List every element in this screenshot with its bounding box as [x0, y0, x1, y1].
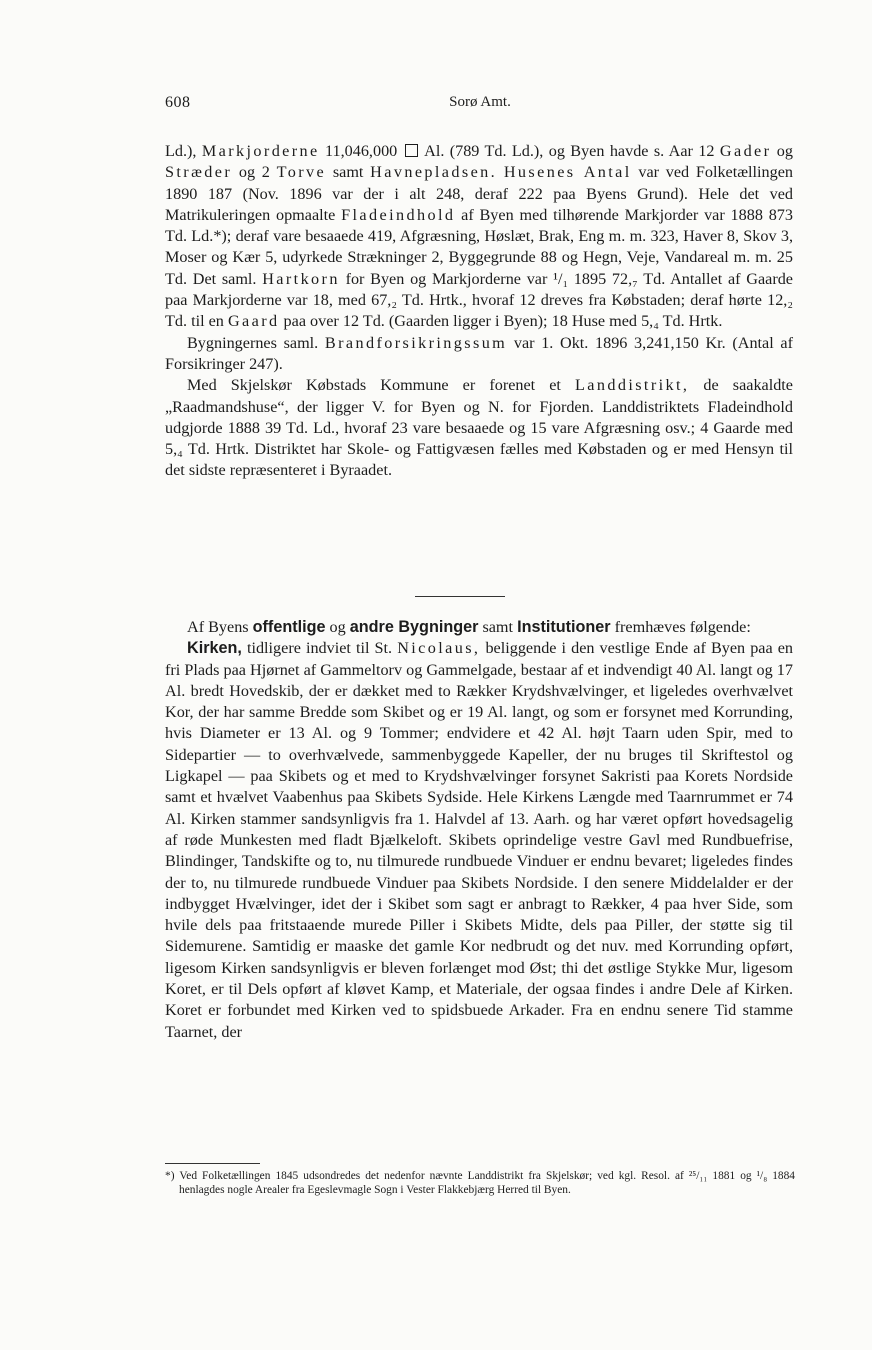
page-number: 608 — [165, 94, 191, 111]
footnote: *) Ved Folketællingen 1845 udsondredes det nedenfor nævnte Landdistrikt fra Skjelskør; ved kgl. Resol. af ²⁵/₁₁ 1881 og ¹/₈ 1884 henlagdes nogle Arealer fra Egeslevmagle Sogn i Vester Flakkebjærg Herred til Byen. — [165, 1170, 795, 1196]
square-measure-icon — [405, 144, 418, 157]
paragraph-intro: Af Byens offentlige og andre Bygninger samt Institutioner fremhæves følgende: — [187, 618, 751, 636]
footnote-divider — [165, 1163, 260, 1164]
paragraph-markjorder: Ld.), Markjorderne 11,046,000 Al. (789 Td. Ld.), og Byen havde s. Aar 12 Gader og Stræder og 2 Torve samt Havnepladsen. Husenes Antal var ved Folketællingen 1890 187 (Nov. 1896 var der i alt 248, deraf 222 paa Byens Grund). Hele det ved Matrikuleringen opmaalte Fladeindhold af Byen med tilhørende Markjorder var 1888 873 Td. Ld.*); deraf vare besaaede 419, Afgræsning, Høslæt, Brak, Eng m. m. 323, Haver 8, Skov 3, Moser og Kær 5, udyrkede Strækninger 2, Byggegrunde 88 og Hegn, Veje, Vandareal m. m. 25 Td. Det saml. Hartkorn for Byen og Markjorderne var ¹/₁ 1895 72,₇ Td. Antallet af Gaarde paa Markjorderne var 18, med 67,₂ Td. Hrtk., hvoraf 12 dreves fra Købstaden; deraf hørte 12,₂ Td. til en Gaard paa over 12 Td. (Gaarden ligger i Byen); 18 Huse med 5,₄ Td. Hrtk. — [165, 142, 793, 331]
paragraph-kirken: Kirken, tidligere indviet til St. Nicolaus, beliggende i den vestlige Ende af Byen paa en fri Plads paa Hjørnet af Gammeltorv og Gammelgade, bestaar af et indvendigt 40 Al. langt og 17 Al. bredt Hovedskib, der er dækket med to Rækker Krydshvælvinger, et ligeledes overhvælvet Kor, der har samme Bredde som Skibet og er 19 Al. langt, og som er forsynet med Korrunding, hvis Diameter er 13 Al. og 9 Tommer; endvidere et 42 Al. højt Taarn uden Spir, med to Sidepartier — to overhvælvede, sammenbyggede Kapeller, der nu bruges til Skriftestol og Ligkapel — paa Skibets og et med to Krydshvælvinger forsynet Sakristi paa Korets Nordside samt et hvælvet Vaabenhus paa Skibets Sydside. Hele Kirkens Længde med Taarnrummet er 74 Al. Kirken stammer sandsynligvis fra 1. Halvdel af 13. Aarh. og har været opført hovedsagelig af røde Munkesten med fladt Bjælkeloft. Skibets oprindelige vestre Gavl med Rundbuefrise, Blindinger, Tandskifte og to, nu tilmurede rundbuede Vinduer er endnu bevaret; ligeledes findes der to, nu tilmurede rundbuede Vinduer paa Skibets Nordside. I den senere Middelalder er der indbygget Hvælvinger, idet der i Skibet som sagt er anbragt to Rækker, 4 paa hver Side, som hvile dels paa fritstaaende murede Piller i Skibets Midte, dels paa Piller, der støtte sig til Sidemurene. Samtidig er maaske det gamle Kor nedbrudt og det nuv. med Korrunding opført, ligesom Kirken sandsynligvis er bleven forlænget mod Øst; thi det østlige Stykke Mur, ligesom Koret, er til Dels opført af kløvet Kamp, et Materiale, der ogsaa findes i andre Dele af Kirken. Koret er forbundet med Kirken ved to spidsbuede Arkader. Fra en endnu senere Tid stamme Taarnet, der — [165, 639, 794, 1041]
section-divider — [415, 596, 505, 597]
running-title: Sorø Amt. — [449, 94, 511, 110]
paragraph-brandforsikring: Bygningernes saml. Brandforsikringssum var 1. Okt. 1896 3,241,150 Kr. (Antal af Forsikringer 247). — [165, 333, 793, 373]
buildings-section — [165, 617, 793, 1043]
entry-heading: Kirken, — [187, 639, 242, 658]
paragraph-landdistrikt: Med Skjelskør Købstads Kommune er forenet et Landdistrikt, de saakaldte „Raadmandshuse“, der ligger V. for Byen og N. for Fjorden. Landdistriktets Fladeindhold udgjorde 1888 39 Td. Ld., hvoraf 23 vare besaaede og 15 vare Afgræsning osv.; 4 Gaarde med 5,₄ Td. Hrtk. Distriktet har Skole- og Fattigvæsen fælles med Købstaden og er med Hensyn til det sidste repræsenteret i Byraadet. — [165, 376, 793, 480]
statistics-section — [165, 141, 793, 482]
